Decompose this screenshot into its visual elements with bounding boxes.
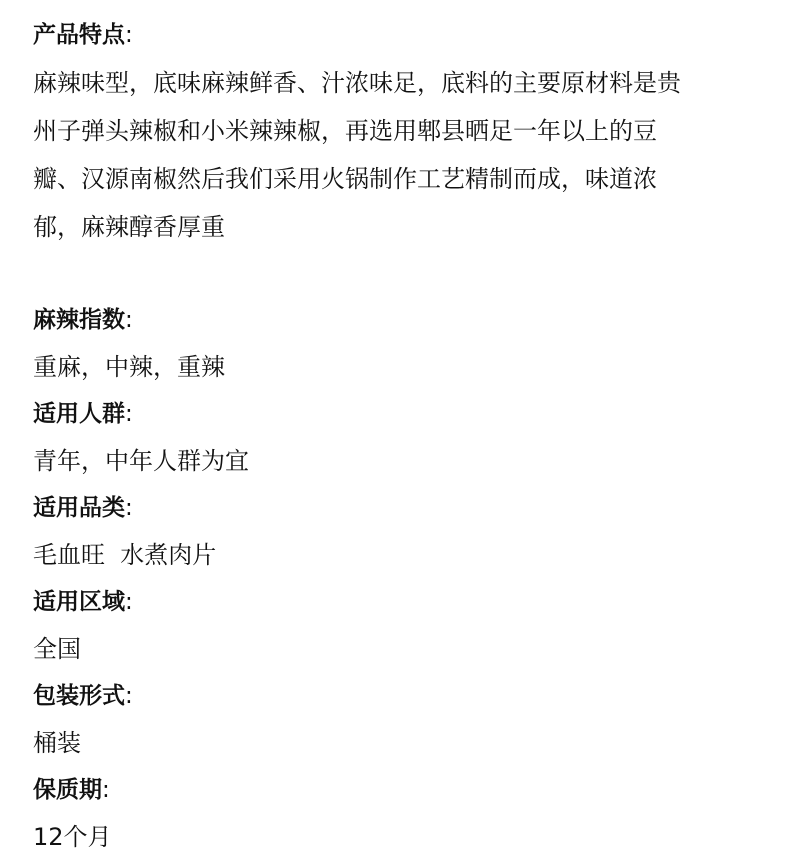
region-label: 适用区域	[33, 589, 125, 615]
audience-heading	[33, 391, 773, 438]
shelf-life-label: 保质期	[33, 777, 102, 803]
shelf-life-value: 12个月	[33, 823, 112, 851]
packaging-label: 包装形式	[33, 683, 125, 709]
features-line-2: 州子弹头辣椒和小米辣辣椒，再选用郫县晒足一年以上的豆	[33, 117, 657, 145]
shelf-life-heading	[33, 767, 773, 814]
category-colon: :	[125, 495, 133, 521]
features-description	[33, 59, 773, 251]
features-heading	[33, 12, 773, 59]
region-value: 全国	[33, 635, 81, 663]
category-heading	[33, 485, 773, 532]
spice-colon: :	[125, 307, 133, 333]
category-label: 适用品类	[33, 495, 125, 521]
packaging-colon: :	[125, 683, 133, 709]
audience-value: 青年，中年人群为宜	[33, 447, 249, 475]
audience-colon: :	[125, 401, 133, 427]
category-value: 毛血旺 水煮肉片	[33, 541, 217, 569]
spice-heading	[33, 297, 773, 344]
packaging-value: 桶装	[33, 729, 81, 757]
packaging-heading	[33, 673, 773, 720]
audience-label: 适用人群	[33, 401, 125, 427]
region-colon: :	[125, 589, 133, 615]
shelf-life-colon: :	[102, 777, 110, 803]
region-heading	[33, 579, 773, 626]
section-spacer	[33, 251, 773, 297]
features-line-3: 瓣、汉源南椒然后我们采用火锅制作工艺精制而成，味道浓	[33, 165, 657, 193]
features-colon: :	[125, 22, 133, 48]
spice-value: 重麻，中辣，重辣	[33, 353, 225, 381]
features-label: 产品特点	[33, 22, 125, 48]
features-line-4: 郁，麻辣醇香厚重	[33, 213, 225, 241]
features-line-1: 麻辣味型，底味麻辣鲜香、汁浓味足，底料的主要原材料是贵	[33, 69, 681, 97]
product-info-document	[33, 12, 773, 861]
spice-label: 麻辣指数	[33, 307, 125, 333]
